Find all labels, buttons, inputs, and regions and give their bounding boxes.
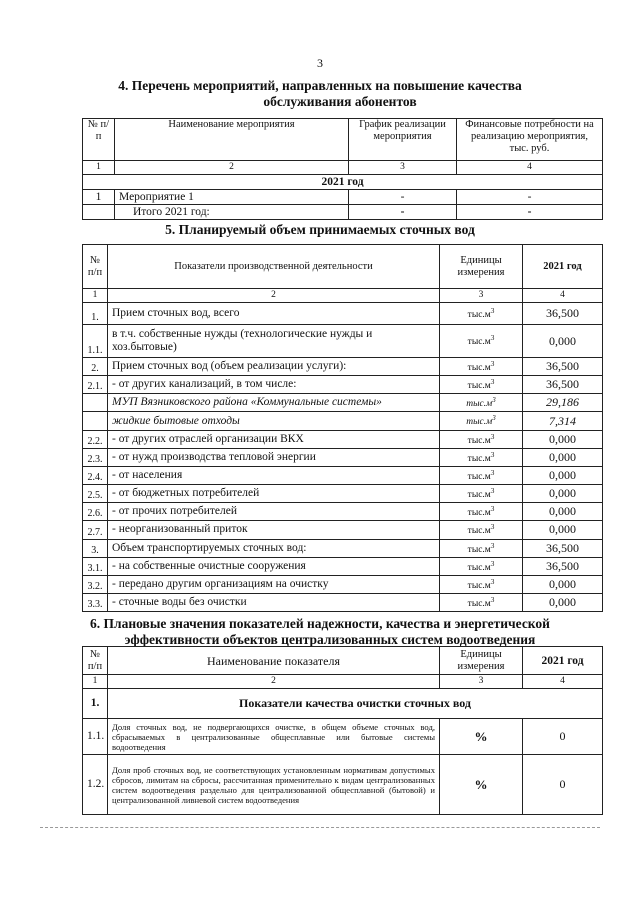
row-unit [440, 358, 523, 376]
table-row [83, 412, 603, 430]
row-num: 2.4. [83, 466, 108, 484]
unit-superscript: 3 [490, 577, 495, 586]
page-bottom-divider [40, 827, 600, 828]
unit-text: тыс.м [467, 526, 491, 537]
row-finance: - [457, 205, 603, 220]
section6-title [0, 616, 640, 648]
unit-superscript: 3 [490, 559, 495, 568]
row-schedule: - [349, 190, 457, 205]
section4-header-finance: Финансовые потребности на реализацию мероприятия, тыс. руб. [457, 119, 603, 161]
unit-text: тыс.м [467, 453, 491, 464]
row-num: 2.6. [83, 503, 108, 521]
section6-title-line2: эффективности объектов централизованных систем водоотведения [124, 632, 536, 647]
unit-text: тыс.м [467, 562, 491, 573]
section4-colnum: 2 [115, 161, 349, 175]
table-row [83, 755, 603, 815]
row-value: 7,314 [523, 412, 603, 430]
table-row [83, 719, 603, 755]
section4-year-label: 2021 год [83, 175, 603, 190]
row-value: 36,500 [523, 557, 603, 575]
row-value: 36,500 [523, 376, 603, 394]
section5-header-num: № п/п [83, 245, 108, 289]
unit-superscript: 3 [490, 378, 495, 387]
section4-header-name: Наименование мероприятия [115, 119, 349, 161]
row-name: - передано другим организациям на очистку [108, 575, 440, 593]
row-unit [440, 448, 523, 466]
table-row [83, 485, 603, 503]
table-row [83, 303, 603, 325]
row-num: 1.1. [83, 325, 108, 358]
row-value: 0 [523, 719, 603, 755]
table-row [83, 358, 603, 376]
row-unit [440, 503, 523, 521]
row-value: 0,000 [523, 575, 603, 593]
row-unit [440, 539, 523, 557]
section5-colnum: 1 [83, 289, 108, 303]
section6-colnum: 4 [523, 675, 603, 689]
section6-colnum: 3 [440, 675, 523, 689]
section4-colnum-row [83, 161, 603, 175]
row-name: Итого 2021 год: [115, 205, 349, 220]
row-name: Прием сточных вод (объем реализации услуги): [108, 358, 440, 376]
unit-text: тыс.м [467, 581, 491, 592]
row-name: - от других канализаций, в том числе: [108, 376, 440, 394]
row-unit [440, 394, 523, 412]
unit-superscript: 3 [490, 450, 495, 459]
unit-superscript: 3 [490, 334, 495, 343]
row-num: 2.1. [83, 376, 108, 394]
section6-header-year: 2021 год [523, 647, 603, 675]
row-unit [440, 303, 523, 325]
section6-header-num: № п/п [83, 647, 108, 675]
row-value: 29,186 [523, 394, 603, 412]
section4-header-row [83, 119, 603, 161]
section4-title-line2: обслуживания абонентов [263, 94, 417, 109]
section5-header-name: Показатели производственной деятельности [108, 245, 440, 289]
section6-group-name: Показатели качества очистки сточных вод [108, 689, 603, 719]
row-unit [440, 466, 523, 484]
row-unit: % [440, 719, 523, 755]
row-name: Объем транспортируемых сточных вод: [108, 539, 440, 557]
table-row [83, 575, 603, 593]
row-name: - от других отраслей организации ВКХ [108, 430, 440, 448]
unit-superscript: 3 [490, 596, 495, 605]
table-row [83, 503, 603, 521]
row-num: 2.3. [83, 448, 108, 466]
row-value: 0,000 [523, 466, 603, 484]
unit-superscript: 3 [490, 360, 495, 368]
section4-header-schedule: График реализации мероприятия [349, 119, 457, 161]
row-name: - сточные воды без очистки [108, 594, 440, 612]
unit-text: тыс.м [467, 435, 491, 446]
unit-superscript: 3 [490, 468, 495, 477]
section6-colnum: 2 [108, 675, 440, 689]
unit-superscript: 3 [490, 505, 495, 514]
row-num: 3.2. [83, 575, 108, 593]
table-row [83, 539, 603, 557]
row-name: - от прочих потребителей [108, 503, 440, 521]
section4-colnum: 1 [83, 161, 115, 175]
row-value: 0,000 [523, 503, 603, 521]
unit-text: тыс.м [466, 399, 493, 410]
table-row [83, 557, 603, 575]
row-value: 0,000 [523, 448, 603, 466]
row-name: МУП Вязниковского района «Коммунальные системы» [108, 394, 440, 412]
row-value: 0,000 [523, 325, 603, 358]
section4-colnum: 4 [457, 161, 603, 175]
row-name: Доля проб сточных вод, не соответствующих установленным нормативам допустимых сбросов, лимитам на сбросы, рассчитанная применительно к видам централизованных систем водоотведения раздельно для централизованной общесплавной (бытовой) и централизованной ливневой систем водоотведения [108, 755, 440, 815]
row-unit [440, 575, 523, 593]
row-value: 0,000 [523, 485, 603, 503]
row-name: Мероприятие 1 [115, 190, 349, 205]
section6-group-num: 1. [83, 689, 108, 719]
table-row [83, 521, 603, 539]
row-num: 2.5. [83, 485, 108, 503]
unit-superscript: 3 [490, 541, 495, 550]
section6-table [82, 646, 603, 815]
section5-colnum: 4 [523, 289, 603, 303]
row-num: 3. [83, 539, 108, 557]
section4-title [0, 78, 640, 110]
table-row [83, 394, 603, 412]
section5-header-unit: Единицы измерения [440, 245, 523, 289]
row-unit [440, 325, 523, 358]
section6-colnum: 1 [83, 675, 108, 689]
table-row [83, 466, 603, 484]
table-row [83, 190, 603, 205]
section6-header-row [83, 647, 603, 675]
unit-superscript: 3 [490, 432, 495, 441]
unit-text: тыс.м [467, 310, 491, 321]
row-name: Прием сточных вод, всего [108, 303, 440, 325]
row-unit: % [440, 755, 523, 815]
unit-text: тыс.м [467, 490, 491, 501]
section4-table [82, 118, 603, 220]
row-num: 1.1. [83, 719, 108, 755]
row-unit [440, 594, 523, 612]
row-schedule: - [349, 205, 457, 220]
section5-header-year: 2021 год [523, 245, 603, 289]
row-num: 1 [83, 190, 115, 205]
section6-colnum-row [83, 675, 603, 689]
table-row [83, 205, 603, 220]
unit-text: тыс.м [467, 363, 491, 374]
unit-superscript: 3 [490, 487, 495, 496]
table-row [83, 448, 603, 466]
unit-text: тыс.м [467, 337, 491, 348]
row-value: 0,000 [523, 594, 603, 612]
row-value: 0 [523, 755, 603, 815]
row-unit [440, 430, 523, 448]
row-name: в т.ч. собственные нужды (технологические нужды и хоз.бытовые) [108, 325, 440, 358]
section5-colnum-row [83, 289, 603, 303]
row-finance: - [457, 190, 603, 205]
row-name: - от нужд производства тепловой энергии [108, 448, 440, 466]
unit-text: тыс.м [466, 417, 493, 428]
row-unit [440, 521, 523, 539]
row-num [83, 412, 108, 430]
row-name: - от населения [108, 466, 440, 484]
unit-superscript: 3 [492, 414, 496, 423]
row-value: 0,000 [523, 521, 603, 539]
section5-colnum: 2 [108, 289, 440, 303]
table-row [83, 376, 603, 394]
section4-header-num: № п/п [83, 119, 115, 161]
section4-colnum: 3 [349, 161, 457, 175]
unit-text: тыс.м [467, 472, 491, 483]
section4-year-row [83, 175, 603, 190]
row-name: - неорганизованный приток [108, 521, 440, 539]
section4-title-line1: 4. Перечень мероприятий, направленных на повышение качества [118, 78, 522, 93]
row-num: 3.3. [83, 594, 108, 612]
section6-header-name: Наименование показателя [108, 647, 440, 675]
row-value: 36,500 [523, 303, 603, 325]
row-num: 2.7. [83, 521, 108, 539]
row-value: 36,500 [523, 358, 603, 376]
row-num: 2.2. [83, 430, 108, 448]
section6-group-row [83, 689, 603, 719]
row-num [83, 205, 115, 220]
row-value: 36,500 [523, 539, 603, 557]
table-row [83, 325, 603, 358]
row-unit [440, 485, 523, 503]
row-unit [440, 557, 523, 575]
table-row [83, 430, 603, 448]
row-num: 3.1. [83, 557, 108, 575]
table-row [83, 594, 603, 612]
unit-superscript: 3 [492, 396, 496, 405]
unit-superscript: 3 [490, 306, 495, 315]
unit-text: тыс.м [467, 544, 491, 555]
row-name: Доля сточных вод, не подвергающихся очистке, в общем объеме сточных вод, сбрасываемых в централизованные общесплавные или бытовые системы водоотведения [108, 719, 440, 755]
page-number: 3 [317, 56, 323, 70]
row-unit [440, 376, 523, 394]
row-num: 2. [83, 358, 108, 376]
unit-superscript: 3 [490, 523, 495, 532]
section6-header-unit: Единицы измерения [440, 647, 523, 675]
section5-colnum: 3 [440, 289, 523, 303]
unit-text: тыс.м [467, 599, 491, 610]
row-name: - от бюджетных потребителей [108, 485, 440, 503]
unit-text: тыс.м [467, 381, 491, 392]
row-value: 0,000 [523, 430, 603, 448]
row-num: 1.2. [83, 755, 108, 815]
section5-header-row [83, 245, 603, 289]
row-num: 1. [83, 303, 108, 325]
section6-title-line1: 6. Плановые значения показателей надежности, качества и энергетической [90, 616, 550, 631]
row-name: - на собственные очистные сооружения [108, 557, 440, 575]
section5-table [82, 244, 603, 612]
section5-title: 5. Планируемый объем принимаемых сточных вод [165, 222, 475, 237]
row-name: жидкие бытовые отходы [108, 412, 440, 430]
row-num [83, 394, 108, 412]
row-unit [440, 412, 523, 430]
unit-text: тыс.м [467, 508, 491, 519]
